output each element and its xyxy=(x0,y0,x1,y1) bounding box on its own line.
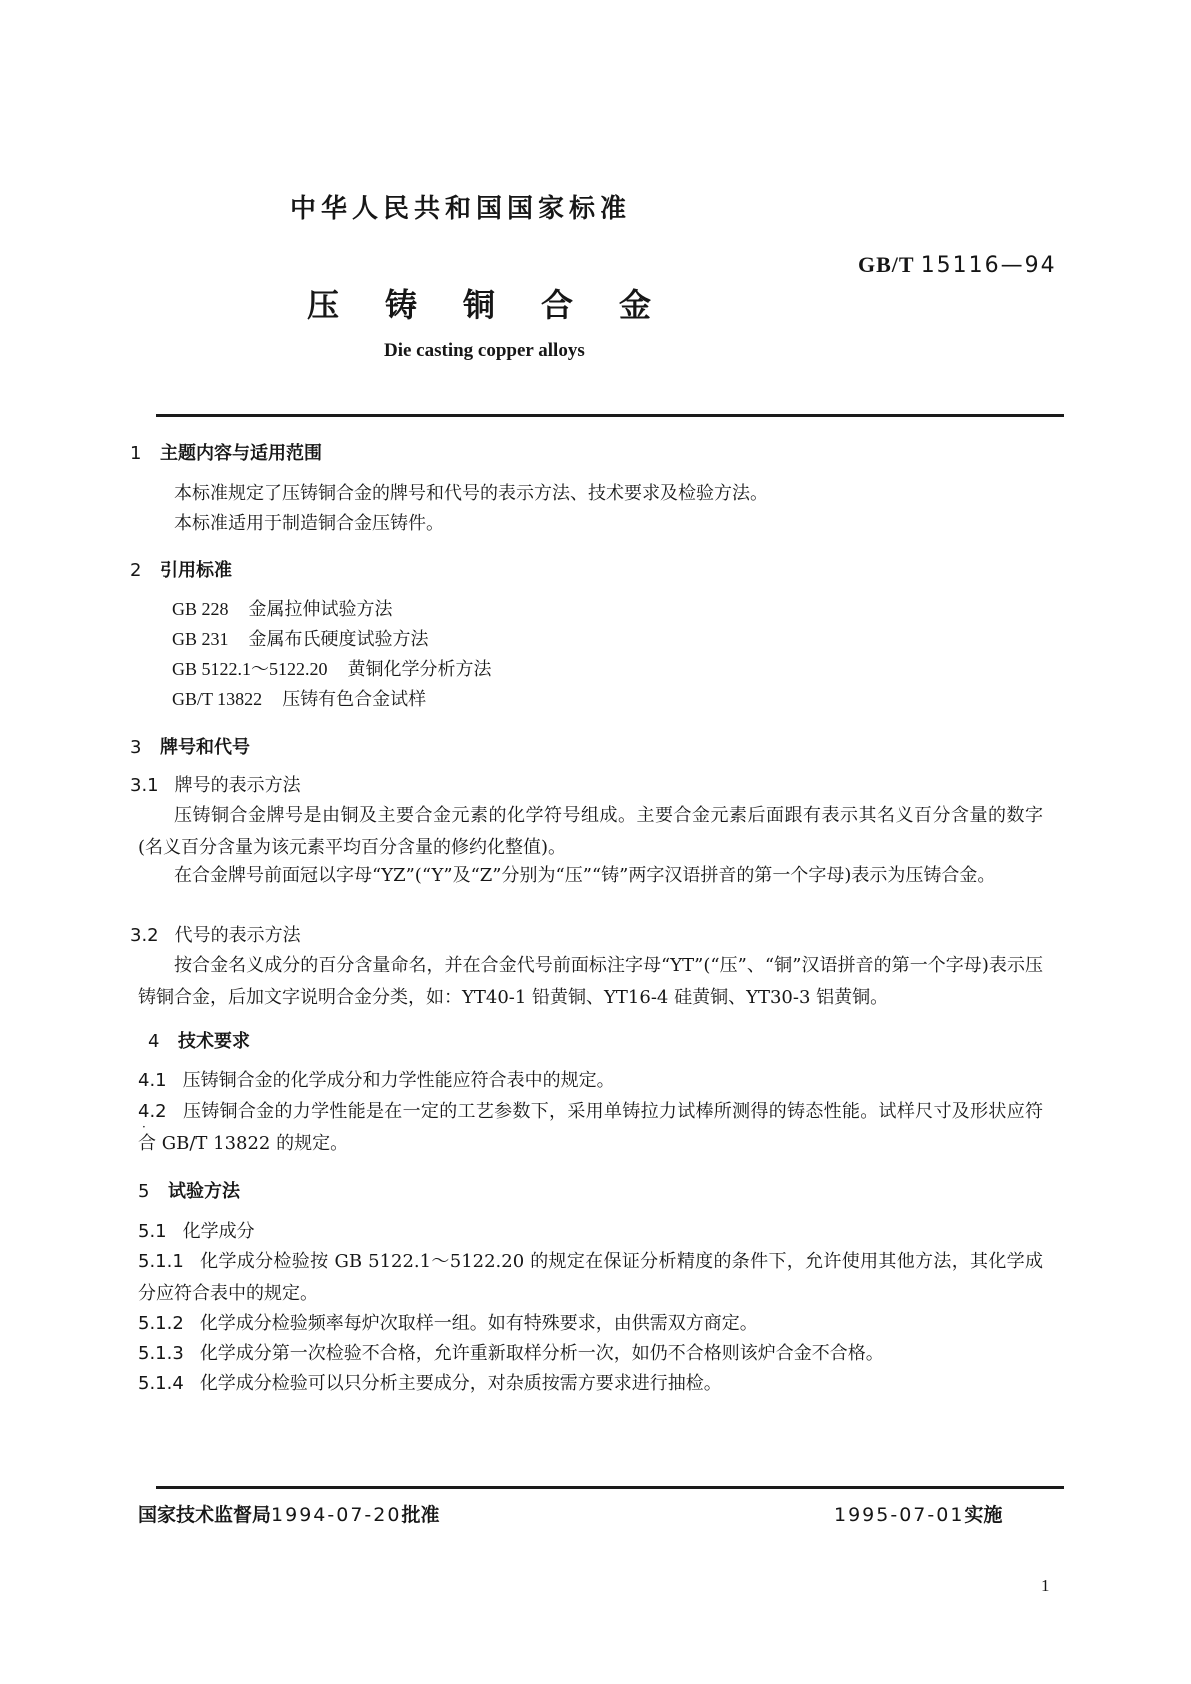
paragraph: 压铸铜合金牌号是由铜及主要合金元素的化学符号组成。主要合金元素后面跟有表示其名义百分含量的数字(名义百分含量为该元素平均百分含量的修约化整值)。 xyxy=(138,805,1043,858)
reference-code: GB 228 xyxy=(172,599,229,619)
reference-item xyxy=(172,653,492,686)
standard-prefix: GB/T xyxy=(858,252,915,277)
section-title: 主题内容与适用范围 xyxy=(160,443,322,464)
clause-text: 化学成分第一次检验不合格，允许重新取样分析一次，如仍不合格则该炉合金不合格。 xyxy=(199,1343,884,1364)
document-title: 压铸铜合金 xyxy=(307,286,698,324)
english-title: Die casting copper alloys xyxy=(384,340,585,361)
standard-number xyxy=(858,252,1057,278)
clause-number: 5.1.3 xyxy=(138,1343,184,1364)
header-divider xyxy=(156,414,1064,417)
section-5-heading xyxy=(138,1177,240,1203)
section-number: 1 xyxy=(130,443,142,464)
clause-5-1-3 xyxy=(138,1338,1043,1370)
approval-date: 1994-07-20 xyxy=(271,1504,402,1526)
clause-text: 压铸铜合金的力学性能是在一定的工艺参数下，采用单铸拉力试棒所测得的铸态性能。试样尺寸及形状应符合 GB/T 13822 的规定。 xyxy=(138,1101,1043,1154)
clause-number: 5.1.4 xyxy=(138,1373,184,1394)
subsection-title: 化学成分 xyxy=(182,1221,255,1242)
clause-text: 压铸铜合金的化学成分和力学性能应符合表中的规定。 xyxy=(182,1070,615,1091)
subsection-3-1-heading xyxy=(130,770,301,802)
reference-item xyxy=(172,683,426,716)
reference-item xyxy=(172,623,429,656)
paragraph: 本标准规定了压铸铜合金的牌号和代号的表示方法、技术要求及检验方法。 xyxy=(174,483,768,504)
reference-title: 金属拉伸试验方法 xyxy=(248,599,393,620)
reference-title: 压铸有色合金试样 xyxy=(282,689,427,710)
section-title: 引用标准 xyxy=(160,560,232,581)
effective-date: 1995-07-01 xyxy=(834,1504,965,1526)
section-title: 试验方法 xyxy=(168,1181,240,1202)
footer-divider xyxy=(156,1486,1064,1489)
effective-suffix: 实施 xyxy=(964,1504,1003,1526)
section-3-heading xyxy=(130,733,250,759)
clause-text: 化学成分检验频率每炉次取样一组。如有特殊要求，由供需双方商定。 xyxy=(199,1313,758,1334)
subsection-5-1-heading xyxy=(138,1216,255,1248)
paragraph: 本标准适用于制造铜合金压铸件。 xyxy=(174,513,444,534)
section-1-heading xyxy=(130,439,322,465)
subsection-number: 5.1 xyxy=(138,1221,167,1242)
approval-suffix: 批准 xyxy=(401,1504,440,1526)
national-standard-title: 中华人民共和国国家标准 xyxy=(290,194,632,224)
standard-code: 15116—94 xyxy=(920,253,1057,278)
clause-number: 4.1 xyxy=(138,1070,167,1091)
reference-item xyxy=(172,593,393,626)
clause-5-1-4 xyxy=(138,1368,1043,1400)
section-4-heading xyxy=(148,1027,250,1053)
scan-speck: · xyxy=(142,1120,146,1134)
page-number: 1 xyxy=(1041,1576,1050,1595)
section-title: 牌号和代号 xyxy=(160,737,250,758)
paragraph: 按合金名义成分的百分含量命名，并在合金代号前面标注字母“YT”(“压”、“铜”汉语拼音的第一个字母)表示压铸铜合金，后加文字说明合金分类，如：YT40-1 铅黄铜、YT16-4 硅黄铜、YT30-3 铝黄铜。 xyxy=(138,955,1043,1008)
section-number: 3 xyxy=(130,737,142,758)
clause-text: 化学成分检验按 GB 5122.1～5122.20 的规定在保证分析精度的条件下，允许使用其他方法，其化学成分应符合表中的规定。 xyxy=(138,1251,1043,1304)
subsection-number: 3.1 xyxy=(130,775,159,796)
section-title: 技术要求 xyxy=(178,1031,250,1052)
clause-4-2 xyxy=(138,1096,1043,1160)
clause-5-1-2 xyxy=(138,1308,1043,1340)
reference-code: GB 231 xyxy=(172,629,229,649)
effective-line xyxy=(834,1500,1002,1527)
clause-5-1-1 xyxy=(138,1246,1043,1310)
reference-title: 黄铜化学分析方法 xyxy=(347,659,492,680)
subsection-title: 牌号的表示方法 xyxy=(174,775,301,796)
clause-number: 5.1.2 xyxy=(138,1313,184,1334)
section-number: 2 xyxy=(130,560,142,581)
subsection-number: 3.2 xyxy=(130,925,159,946)
reference-title: 金属布氏硬度试验方法 xyxy=(248,629,429,650)
clause-text: 化学成分检验可以只分析主要成分，对杂质按需方要求进行抽检。 xyxy=(199,1373,722,1394)
section-number: 4 xyxy=(148,1031,160,1052)
section-number: 5 xyxy=(138,1181,150,1202)
clause-number: 4.2 xyxy=(138,1101,167,1122)
clause-number: 5.1.1 xyxy=(138,1251,184,1272)
subsection-title: 代号的表示方法 xyxy=(174,925,301,946)
approval-line xyxy=(138,1500,439,1527)
subsection-3-2-heading xyxy=(130,920,301,952)
reference-code: GB/T 13822 xyxy=(172,689,263,709)
paragraph: 在合金牌号前面冠以字母“YZ”(“Y”及“Z”分别为“压”“铸”两字汉语拼音的第一个字母)表示为压铸合金。 xyxy=(174,865,996,886)
approval-org: 国家技术监督局 xyxy=(138,1504,272,1526)
clause-4-1 xyxy=(138,1065,1043,1097)
section-2-heading xyxy=(130,556,232,582)
reference-code: GB 5122.1～5122.20 xyxy=(172,659,328,679)
